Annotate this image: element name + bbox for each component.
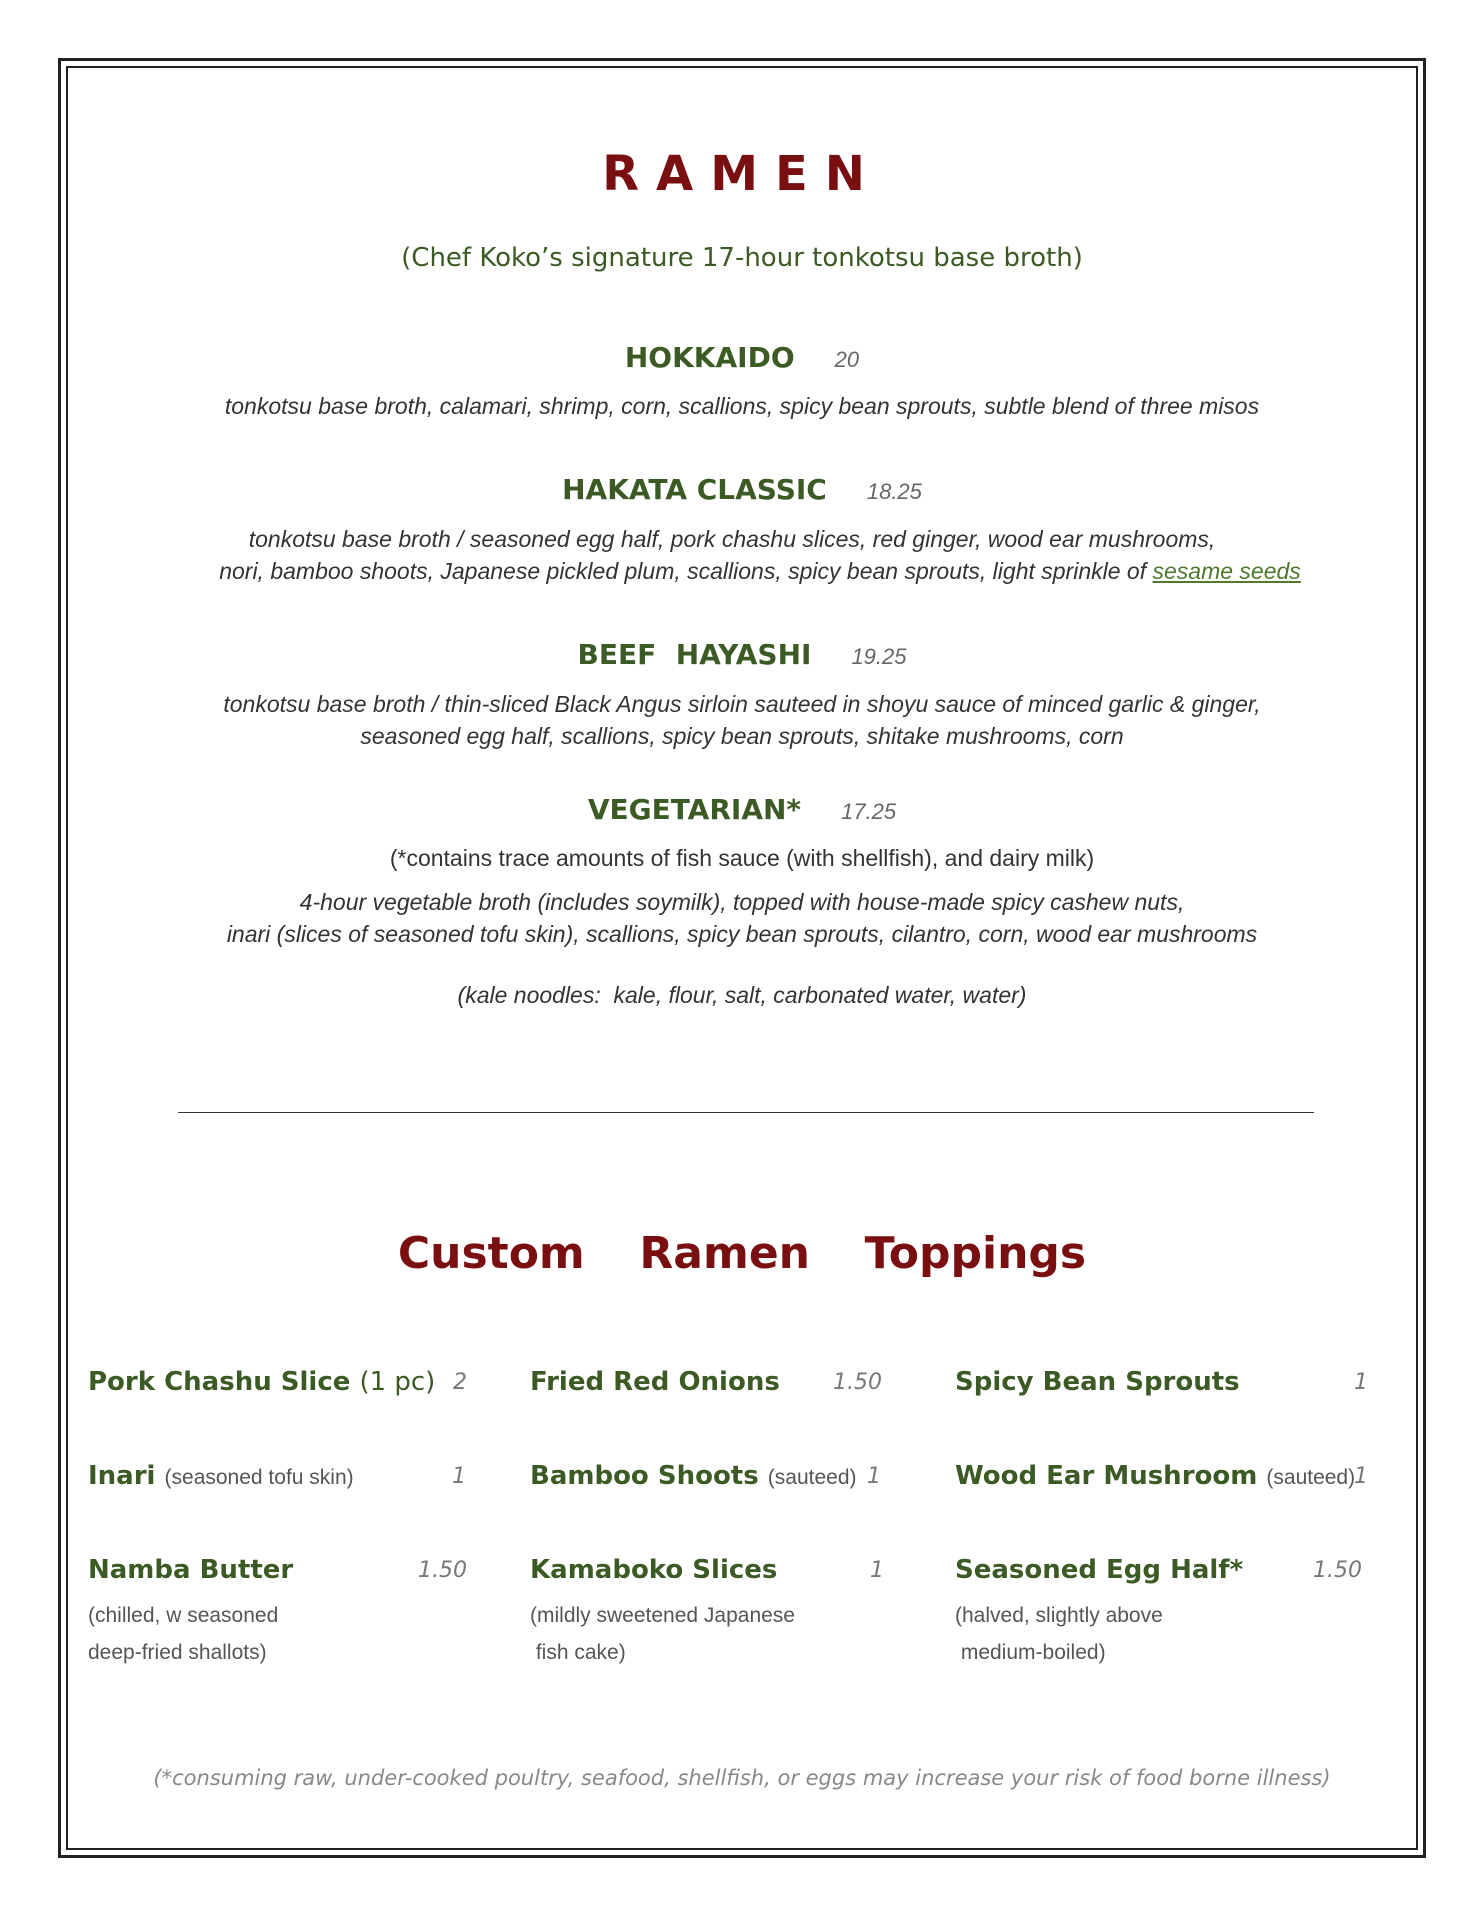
description-line: seasoned egg half, scallions, spicy bean sprouts, shitake mushrooms, corn <box>360 723 1124 749</box>
topping-name-text: Inari <box>88 1461 156 1491</box>
vegetarian-allergen-note: (*contains trace amounts of fish sauce (with shellfish), and dairy milk) <box>389 845 1095 871</box>
dish-price: 20 <box>834 347 860 372</box>
topping-name-text: Bamboo Shoots <box>530 1461 759 1491</box>
menu-subtitle: (Chef Koko’s signature 17-hour tonkotsu base broth) <box>401 243 1083 273</box>
kale-noodles-note: (kale noodles: kale, flour, salt, carbonated water, water) <box>457 982 1027 1008</box>
description-line: tonkotsu base broth, calamari, shrimp, corn, scallions, spicy bean sprouts, subtle blend of three misos <box>224 393 1260 419</box>
topping-price: 1.50 <box>1313 1558 1362 1583</box>
topping-name <box>88 1367 435 1397</box>
topping-description-line: (mildly sweetened Japanese <box>530 1604 795 1627</box>
menu-title: RAMEN <box>602 146 882 202</box>
topping-price: 1.50 <box>833 1370 882 1395</box>
topping-name: Spicy Bean Sprouts <box>955 1367 1240 1397</box>
topping-name: Kamaboko Slices <box>530 1555 778 1585</box>
topping-name: Seasoned Egg Half* <box>955 1555 1244 1585</box>
dish-description <box>0 523 1484 587</box>
topping-price: 1 <box>452 1464 466 1489</box>
description-line: inari (slices of seasoned tofu skin), scallions, spicy bean sprouts, cilantro, corn, wood ear mushrooms <box>226 921 1258 947</box>
topping-description-line: medium-boiled) <box>955 1641 1106 1664</box>
dish-name: BEEF HAYASHI <box>577 638 812 671</box>
food-safety-disclaimer: (*consuming raw, under-cooked poultry, seafood, shellfish, or eggs may increase your risk of food borne illness) <box>153 1766 1331 1790</box>
description-line: 4-hour vegetable broth (includes soymilk), topped with house-made spicy cashew nuts, <box>299 889 1185 915</box>
dish-name: VEGETARIAN* <box>587 793 802 826</box>
sesame-seeds-link[interactable]: sesame seeds <box>1152 558 1301 584</box>
section-divider <box>178 1112 1314 1113</box>
topping-price: 1 <box>1354 1464 1368 1489</box>
topping-description-line: deep-fried shallots) <box>88 1641 267 1664</box>
dish-beef-hayashi <box>0 638 1484 671</box>
topping-name <box>88 1461 354 1491</box>
dish-description <box>0 390 1484 422</box>
dish-name: HOKKAIDO <box>624 341 795 374</box>
topping-qualifier: (sauteed) <box>1266 1466 1356 1489</box>
topping-price: 2 <box>453 1370 467 1395</box>
dish-price: 19.25 <box>851 644 907 669</box>
description-text: nori, bamboo shoots, Japanese pickled plum, scallions, spicy bean sprouts, light sprinkle of <box>219 558 1153 584</box>
dish-hakata-classic <box>0 473 1484 506</box>
topping-qualifier: (1 pc) <box>359 1367 436 1397</box>
topping-name-text: Wood Ear Mushroom <box>955 1461 1258 1491</box>
dish-name: HAKATA CLASSIC <box>562 473 827 506</box>
dish-hokkaido <box>0 341 1484 374</box>
description-line: tonkotsu base broth / thin-sliced Black Angus sirloin sauteed in shoyu sauce of minced garlic & ginger, <box>223 691 1261 717</box>
dish-price: 18.25 <box>866 479 922 504</box>
dish-price: 17.25 <box>841 799 897 824</box>
description-line: tonkotsu base broth / seasoned egg half, pork chashu slices, red ginger, wood ear mushrooms, <box>248 526 1216 552</box>
description-line <box>0 555 1484 587</box>
topping-price: 1 <box>870 1558 884 1583</box>
dish-description <box>0 886 1484 950</box>
dish-vegetarian <box>0 793 1484 826</box>
topping-name <box>530 1461 857 1491</box>
topping-description-line: (halved, slightly above <box>955 1604 1163 1627</box>
topping-qualifier: (sauteed) <box>767 1466 857 1489</box>
topping-description-line: (chilled, w seasoned <box>88 1604 279 1627</box>
dish-description <box>0 688 1484 752</box>
topping-name-text: Pork Chashu Slice <box>88 1367 351 1397</box>
topping-price: 1 <box>1354 1370 1368 1395</box>
topping-qualifier: (seasoned tofu skin) <box>164 1466 354 1489</box>
topping-name: Fried Red Onions <box>530 1367 780 1397</box>
topping-name <box>955 1461 1355 1491</box>
topping-price: 1 <box>867 1464 881 1489</box>
topping-description-line: fish cake) <box>530 1641 626 1664</box>
toppings-title: Custom Ramen Toppings <box>397 1228 1087 1279</box>
topping-price: 1.50 <box>418 1558 467 1583</box>
topping-name: Namba Butter <box>88 1555 294 1585</box>
